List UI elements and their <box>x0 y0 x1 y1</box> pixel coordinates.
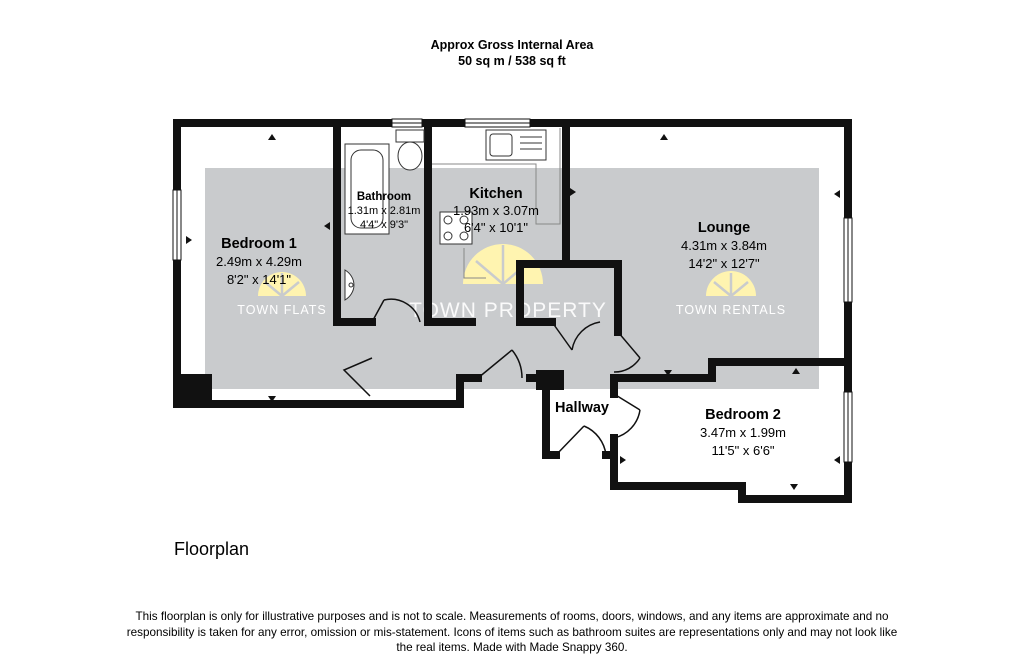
area-value: 50 sq m / 538 sq ft <box>458 54 566 68</box>
watermark-right-text: TOWN RENTALS <box>675 303 787 317</box>
bedroom1-metric: 2.49m x 4.29m <box>216 254 302 269</box>
hall-column <box>536 370 564 390</box>
hallway-name: Hallway <box>555 400 609 416</box>
kitchen-name: Kitchen <box>469 186 523 202</box>
disclaimer-text: This floorplan is only for illustrative purposes and is not to scale. Measurements of rooms, doors, windows, and any items are approximate and no responsibility is taken for any error, omission or mis-statement. Icons of items such as bathroom suites are representations only and may not look like the real items. Made with Made Snappy 360. <box>126 610 898 654</box>
lounge-name: Lounge <box>697 220 751 236</box>
bathroom-metric: 1.31m x 2.81m <box>347 205 421 217</box>
bedroom2-name: Bedroom 2 <box>705 407 781 423</box>
lounge-metric: 4.31m x 3.84m <box>681 238 767 253</box>
kitchen-metric: 1.93m x 3.07m <box>453 203 539 218</box>
bedroom1-name: Bedroom 1 <box>221 236 297 252</box>
wall-corner-block <box>174 374 212 408</box>
bedroom1-imperial: 8'2" x 14'1" <box>226 272 292 287</box>
sink-icon <box>486 130 546 160</box>
area-title: Approx Gross Internal Area <box>430 38 594 52</box>
bathroom-name: Bathroom <box>356 191 412 203</box>
lounge-imperial: 14'2" x 12'7" <box>688 256 760 271</box>
watermark-left-text: TOWN FLATS <box>237 303 327 317</box>
floor-label: Floorplan <box>174 539 250 559</box>
bedroom2-metric: 3.47m x 1.99m <box>700 425 786 440</box>
watermark-center-text: TOWN PROPERTY <box>409 299 607 322</box>
bathroom-imperial: 4'4" x 9'3" <box>359 219 409 231</box>
bedroom2-imperial: 11'5" x 6'6" <box>711 443 775 458</box>
toilet-icon <box>396 130 424 170</box>
kitchen-imperial: 6'4" x 10'1" <box>463 220 529 235</box>
